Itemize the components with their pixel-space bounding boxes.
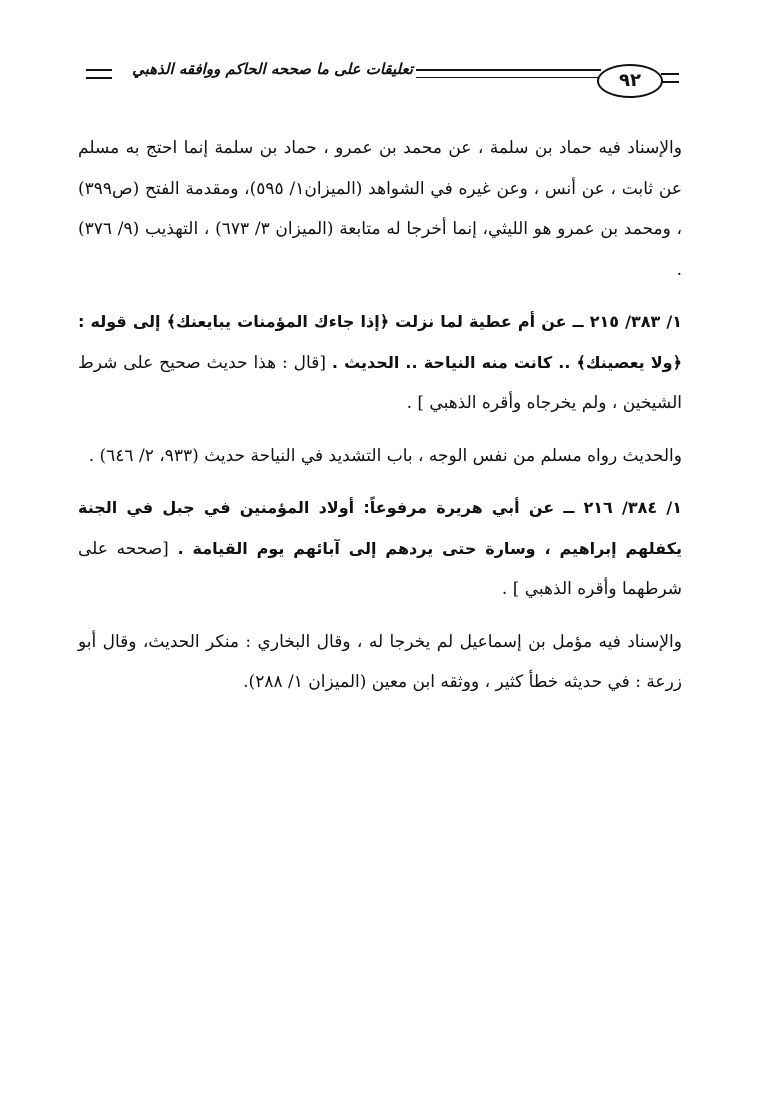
- entry-216-heading: ١/ ٣٨٤/ ٢١٦ ــ عن أبي هريرة مرفوعاً: أولاد المؤمنين في جبل في الجنة يكفلهم إبراهيم ، وسارة حتى يردهم إلى آبائهم يوم القيامة .: [78, 498, 682, 558]
- header-rule-right-top: [416, 69, 601, 71]
- page-number: ٩٢: [597, 64, 663, 98]
- header-rule-right-bottom: [416, 77, 601, 78]
- entry-215: [78, 302, 682, 424]
- header-tick-bottom: [661, 81, 679, 83]
- entry-215-heading: ١/ ٣٨٣/ ٢١٥ ــ عن أم عطية لما نزلت ﴿إذا جاءك المؤمنات يبايعنك﴾ إلى قوله : ﴿ولا يعصينك﴾ .. كانت منه النياحة .. الحديث .: [78, 312, 683, 372]
- paragraph-isnad-hammad: والإسناد فيه حماد بن سلمة ، عن محمد بن عمرو ، حماد بن سلمة إنما احتج به مسلم عن ثابت ، عن أنس ، وعن غيره في الشواهد (الميزان١/ ٥٩٥)، ومقدمة الفتح (ص٣٩٩) ، ومحمد بن عمرو هو الليثي، إنما أخرجا له متابعة (الميزان ٣/ ٦٧٣) ، التهذيب (٩/ ٣٧٦) .: [78, 138, 682, 280]
- header-rule-left-top: [86, 69, 112, 71]
- page-body: [78, 128, 682, 703]
- paragraph-muslim-niyaha: والحديث رواه مسلم من نفس الوجه ، باب التشديد في النياحة حديث (٩٣٣، ٢/ ٦٤٦) .: [88, 445, 682, 466]
- entry-215-hakim-note: [قال : هذا حديث صحيح على شرط الشيخين ، ولم يخرجاه وأقره الذهبي ] .: [78, 352, 682, 413]
- paragraph-isnad-muammal: والإسناد فيه مؤمل بن إسماعيل لم يخرجا له ، وقال البخاري : منكر الحديث، وقال أبو زرعة : في حديثه خطأ كثير ، ووثقه ابن معين (الميزان ١/ ٢٨٨).: [78, 631, 682, 692]
- running-title: تعليقات على ما صححه الحاكم ووافقه الذهبي: [132, 60, 413, 78]
- header-tick-top: [661, 73, 679, 75]
- entry-216: [78, 488, 682, 610]
- page-header: [0, 50, 771, 106]
- entry-216-hakim-note: [صححه على شرطهما وأقره الذهبي ] .: [78, 538, 682, 599]
- header-rule-left-bottom: [86, 77, 112, 79]
